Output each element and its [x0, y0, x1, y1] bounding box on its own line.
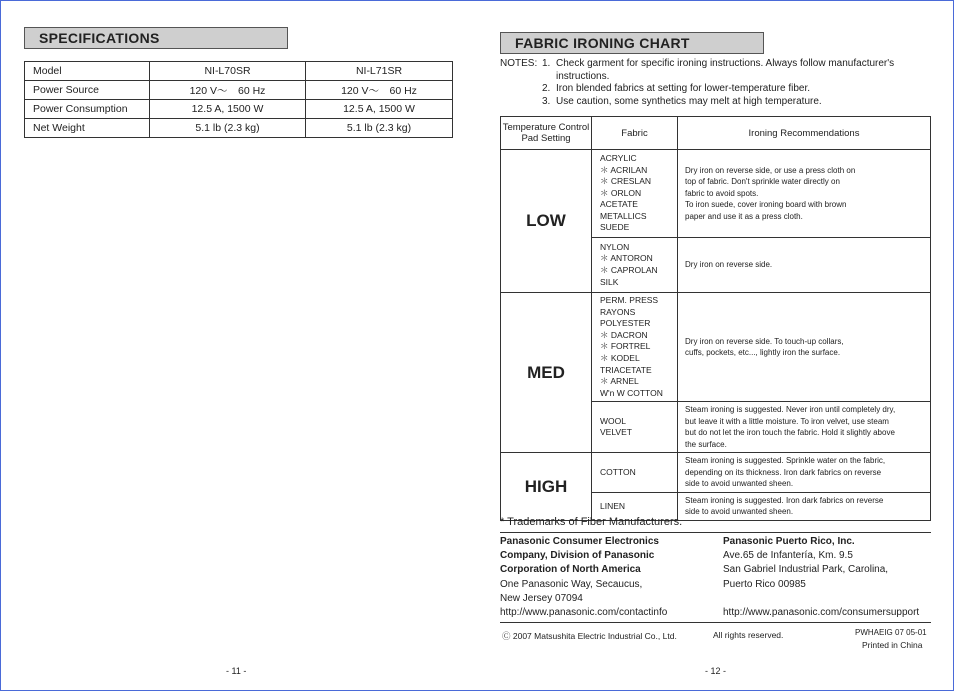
recommendation: Dry iron on reverse side.: [678, 238, 931, 293]
spec-value: 5.1 lb (2.3 kg): [306, 119, 453, 138]
note-text: Check garment for specific ironing instructions. Always follow manufacturer's instructions.: [556, 58, 895, 82]
recommendation-line: fabric to avoid spots.: [685, 188, 759, 198]
note-text: Iron blended fabrics at setting for lower-temperature fiber.: [556, 83, 811, 94]
fabric-item: COTTON: [592, 453, 678, 493]
spec-value: NI-L71SR: [306, 62, 453, 81]
fabric-item: ＊ ACRILAN: [600, 164, 648, 175]
fabric-list: [592, 402, 678, 453]
fabric-item: ＊ FORTREL: [600, 341, 651, 352]
address-line: Panasonic Consumer Electronics: [500, 536, 659, 547]
address-line: One Panasonic Way, Secaucus,: [500, 578, 643, 590]
fabric-item: SUEDE: [600, 222, 630, 233]
temp-med: MED: [501, 293, 592, 453]
table-row: [501, 293, 931, 402]
divider: [500, 532, 931, 533]
fabric-item: TRIACETATE: [600, 364, 652, 375]
fabric-item: METALLICS: [600, 210, 647, 221]
spec-table: [24, 61, 453, 138]
recommendation-line: top of fabric. Don't sprinkle water directly on: [685, 177, 840, 187]
recommendation-line: Dry iron on reverse side, or use a press cloth on: [685, 165, 856, 175]
fabric-item: ACETATE: [600, 199, 638, 210]
table-row: [25, 62, 453, 81]
spec-value: 5.1 lb (2.3 kg): [150, 119, 306, 138]
recommendation-line: To iron suede, cover ironing board with brown: [685, 200, 847, 210]
table-row: [25, 81, 453, 100]
fabric-item: ＊ DACRON: [600, 329, 648, 340]
fabric-list: [592, 238, 678, 293]
address-line: New Jersey 07094: [500, 592, 583, 604]
fabric-item: NYLON: [600, 241, 630, 252]
recommendation: [678, 150, 931, 238]
recommendation-line: side to avoid unwanted sheen.: [685, 479, 794, 489]
spec-label: Power Consumption: [25, 100, 150, 119]
notes-block: [500, 58, 920, 108]
printed-in: Printed in China: [862, 640, 923, 650]
spec-label: Model: [25, 62, 150, 81]
table-row: [501, 453, 931, 493]
recommendation-line: but leave it with a little moisture. To iron velvet, use steam: [685, 416, 889, 426]
fabric-item: SILK: [600, 276, 619, 287]
recommendation-line: depending on its thickness. Iron dark fabrics on reverse: [685, 467, 882, 477]
spec-value: 120 V～ 60 Hz: [306, 81, 453, 100]
recommendation-line: Steam ironing is suggested. Never iron until completely dry,: [685, 405, 896, 415]
address-line: Corporation of North America: [500, 564, 641, 576]
fabric-item: ＊ ORLON: [600, 187, 642, 198]
page-number-left: - 11 -: [226, 666, 247, 676]
ironing-chart-heading: FABRIC IRONING CHART: [500, 32, 764, 54]
recommendation-line: the surface.: [685, 439, 727, 449]
specifications-heading: SPECIFICATIONS: [24, 27, 288, 49]
address-line: Puerto Rico 00985: [723, 578, 806, 590]
copyright: Ⓒ 2007 Matsushita Electric Industrial Co., Ltd.: [502, 631, 677, 641]
recommendation: [678, 293, 931, 402]
temp-low: LOW: [501, 150, 592, 293]
fabric-item: ＊ CAPROLAN: [600, 265, 658, 275]
fabric-item: W'n W COTTON: [600, 387, 663, 398]
fabric-item: ACRYLIC: [600, 152, 637, 163]
note-number: 1.: [542, 58, 551, 69]
recommendation: [678, 453, 931, 493]
fabric-item: LINEN: [592, 492, 678, 520]
recommendation-line: Steam ironing is suggested. Sprinkle water on the fabric,: [685, 456, 886, 466]
header-recommendations: Ironing Recommendations: [678, 117, 931, 150]
recommendation-line: Steam ironing is suggested. Iron dark fabrics on reverse: [685, 495, 884, 505]
fabric-item: ＊ ANTORON: [600, 253, 653, 264]
recommendation-line: Dry iron on reverse side. To touch-up collars,: [685, 336, 844, 346]
fabric-item: ＊ KODEL: [600, 352, 640, 363]
rights-reserved: All rights reserved.: [713, 630, 784, 640]
consumer-support-url[interactable]: http://www.panasonic.com/consumersupport: [723, 606, 920, 618]
doc-code: PWHAEIG 07 05-01: [855, 628, 927, 637]
fabric-item: POLYESTER: [600, 318, 651, 329]
fabric-item: ＊ ARNEL: [600, 376, 639, 387]
recommendation-line: side to avoid unwanted sheen.: [685, 507, 794, 517]
fabric-item: WOOL: [600, 415, 626, 426]
recommendation-line: paper and use it as a press cloth.: [685, 211, 803, 221]
recommendation-line: cuffs, pockets, etc..., lightly iron the surface.: [685, 348, 841, 358]
header-temp: Temperature Control Pad Setting: [501, 117, 592, 150]
note-number: 2.: [542, 83, 551, 94]
fabric-list: [592, 150, 678, 238]
fabric-item: VELVET: [600, 427, 632, 438]
spec-label: Power Source: [25, 81, 150, 100]
address-line: [723, 592, 919, 606]
spec-label: Net Weight: [25, 119, 150, 138]
header-fabric: Fabric: [592, 117, 678, 150]
table-row: [501, 150, 931, 238]
spec-value: NI-L70SR: [150, 62, 306, 81]
fabric-item: RAYONS: [600, 306, 636, 317]
note-text: Use caution, some synthetics may melt at high temperature.: [556, 95, 822, 107]
address-left: [500, 535, 667, 620]
fabric-ironing-table: [500, 116, 931, 521]
address-line: San Gabriel Industrial Park, Carolina,: [723, 564, 889, 576]
spec-value: 120 V～ 60 Hz: [150, 81, 306, 100]
contact-url[interactable]: http://www.panasonic.com/contactinfo: [500, 607, 668, 619]
fabric-item: ＊ CRESLAN: [600, 176, 652, 187]
address-line: Company, Division of Panasonic: [500, 550, 655, 562]
spec-value: 12.5 A, 1500 W: [150, 100, 306, 119]
table-row: [25, 100, 453, 119]
table-header-row: [501, 117, 931, 150]
page-number-right: - 12 -: [705, 666, 727, 676]
table-row: [25, 119, 453, 138]
notes-label: NOTES:: [500, 58, 538, 69]
divider: [500, 622, 931, 623]
fabric-list: [592, 293, 678, 402]
trademark-note: * Trademarks of Fiber Manufacturers.: [500, 516, 683, 528]
address-right: [723, 535, 919, 620]
recommendation: [678, 492, 931, 520]
spec-value: 12.5 A, 1500 W: [306, 100, 453, 119]
recommendation-line: but do not let the iron touch the fabric. Hold it slightly above: [685, 428, 895, 438]
note-number: 3.: [542, 95, 551, 107]
address-line: Panasonic Puerto Rico, Inc.: [723, 536, 855, 547]
temp-high: HIGH: [501, 453, 592, 521]
recommendation: [678, 402, 931, 453]
address-line: Ave.65 de Infantería, Km. 9.5: [723, 550, 853, 562]
fabric-item: PERM. PRESS: [600, 295, 659, 305]
